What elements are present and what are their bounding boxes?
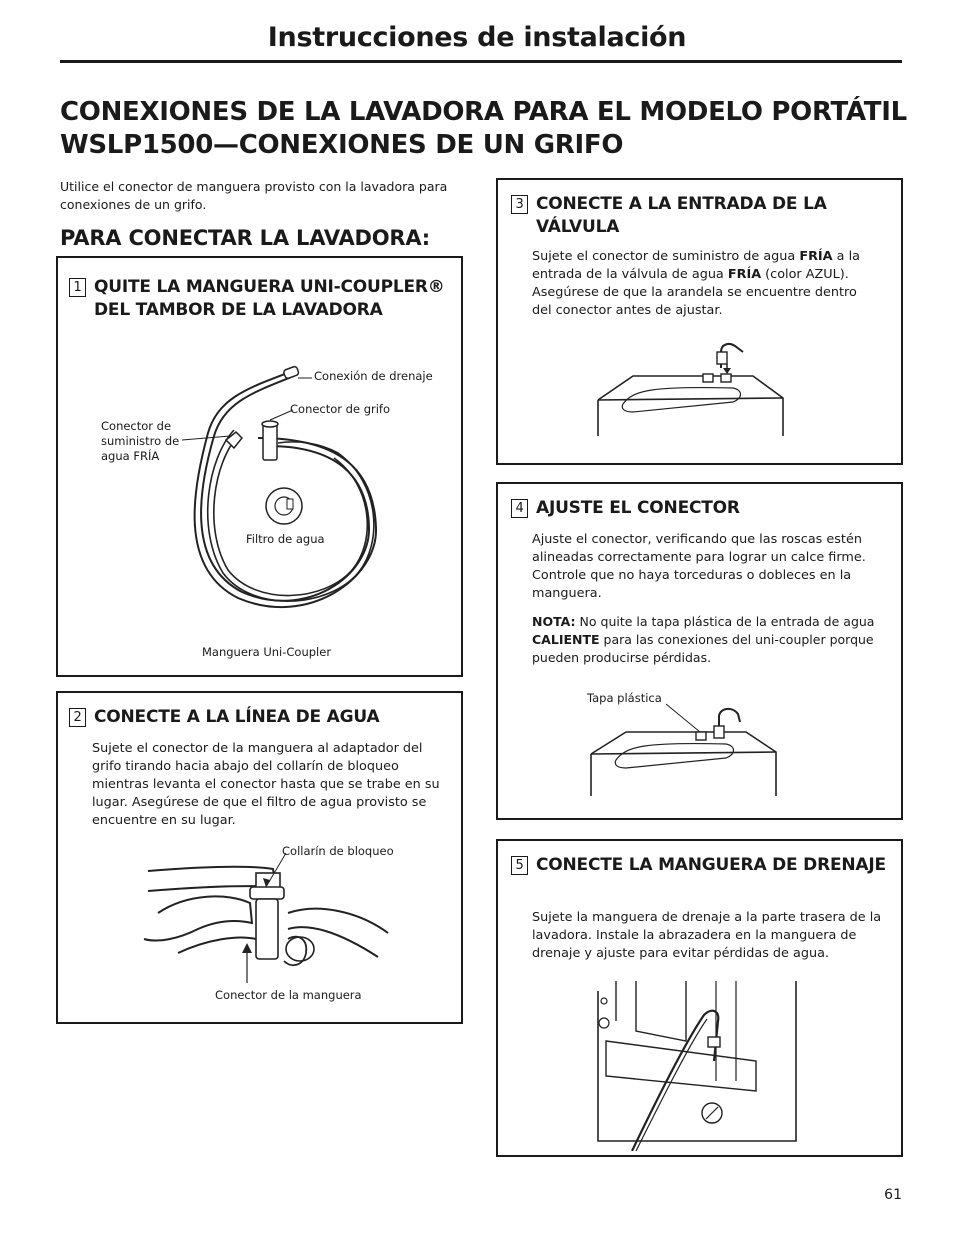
step-2-title: CONECTE A LA LÍNEA DE AGUA — [94, 707, 380, 727]
hose-illustration — [58, 358, 461, 618]
page-number: 61 — [884, 1187, 902, 1203]
step-4-text: Ajuste el conector, verificando que las roscas estén alineadas correctamente para lograr un calce firme. Controle que no haya torceduras o dobleces en la manguera. — [532, 532, 866, 601]
label-cold-water-connector: Conector de suministro de agua FRÍA — [101, 419, 180, 463]
step-1-box — [56, 256, 463, 677]
drain-hose-illustration — [596, 981, 806, 1151]
label-locking-collar: Collarín de bloqueo — [282, 844, 394, 858]
step-4-box — [496, 482, 903, 820]
label-plastic-cap: Tapa plástica — [587, 691, 662, 705]
section-title: CONEXIONES DE LA LAVADORA PARA EL MODELO PORTÁTIL WSLP1500—CONEXIONES DE UN GRIFO — [60, 97, 907, 160]
label-faucet-connector: Conector de grifo — [290, 402, 391, 416]
step-4-title: AJUSTE EL CONECTOR — [536, 498, 740, 518]
valve-inlet-illustration — [593, 340, 793, 440]
step-2-box — [56, 691, 463, 1024]
step-4-heading — [511, 497, 891, 520]
step-5-text: Sujete la manguera de drenaje a la parte trasera de la lavadora. Instale la abrazadera en la manguera de drenaje y ajuste para evitar pérdidas de agua. — [532, 910, 882, 961]
step-1-heading — [69, 276, 454, 322]
step-2-text: Sujete el conector de la manguera al adaptador del grifo tirando hacia abajo del collarín de bloqueo mientras levanta el conector hasta que se trabe en su lugar. Asegúrese de que el filtro de agua provisto se encuentre en su lugar. — [92, 741, 440, 828]
step-2-heading — [69, 706, 454, 729]
step-1-number: 1 — [69, 278, 86, 297]
step-4-note: NOTA: No quite la tapa plástica de la entrada de agua CALIENTE para las conexiones del uni-coupler porque pueden producirse pérdidas. — [532, 614, 875, 665]
step-3-title: CONECTE A LA ENTRADA DE LA VÁLVULA — [536, 194, 827, 237]
step-5-title: CONECTE LA MANGUERA DE DRENAJE — [536, 855, 886, 875]
step-3-number: 3 — [511, 195, 528, 214]
step-3-text: Sujete el conector de suministro de agua FRÍA a la entrada de la válvula de agua FRÍA (color AZUL). Asegúrese de que la arandela se encuentre dentro del conector antes de ajustar. — [532, 249, 860, 318]
faucet-connection-illustration — [138, 853, 398, 983]
page-header-title: Instrucciones de instalación — [267, 22, 687, 53]
connector-tighten-illustration — [586, 696, 786, 800]
label-water-filter: Filtro de agua — [246, 532, 325, 546]
subheading: PARA CONECTAR LA LAVADORA: — [60, 226, 431, 250]
step-3-box — [496, 178, 903, 465]
step-4-number: 4 — [511, 499, 528, 518]
step-5-heading — [511, 854, 891, 877]
step-3-heading — [511, 193, 891, 239]
intro-paragraph: Utilice el conector de manguera provisto con la lavadora para conexiones de un grifo. — [60, 179, 448, 212]
label-unicoupler-hose: Manguera Uni-Coupler — [202, 645, 332, 659]
step-5-box — [496, 839, 903, 1157]
header-divider — [60, 60, 902, 63]
step-5-number: 5 — [511, 856, 528, 875]
step-1-title: QUITE LA MANGUERA UNI-COUPLER® DEL TAMBOR DE LA LAVADORA — [94, 277, 445, 320]
label-drain-connection: Conexión de drenaje — [314, 369, 433, 383]
label-hose-connector: Conector de la manguera — [215, 988, 362, 1002]
step-2-number: 2 — [69, 708, 86, 727]
